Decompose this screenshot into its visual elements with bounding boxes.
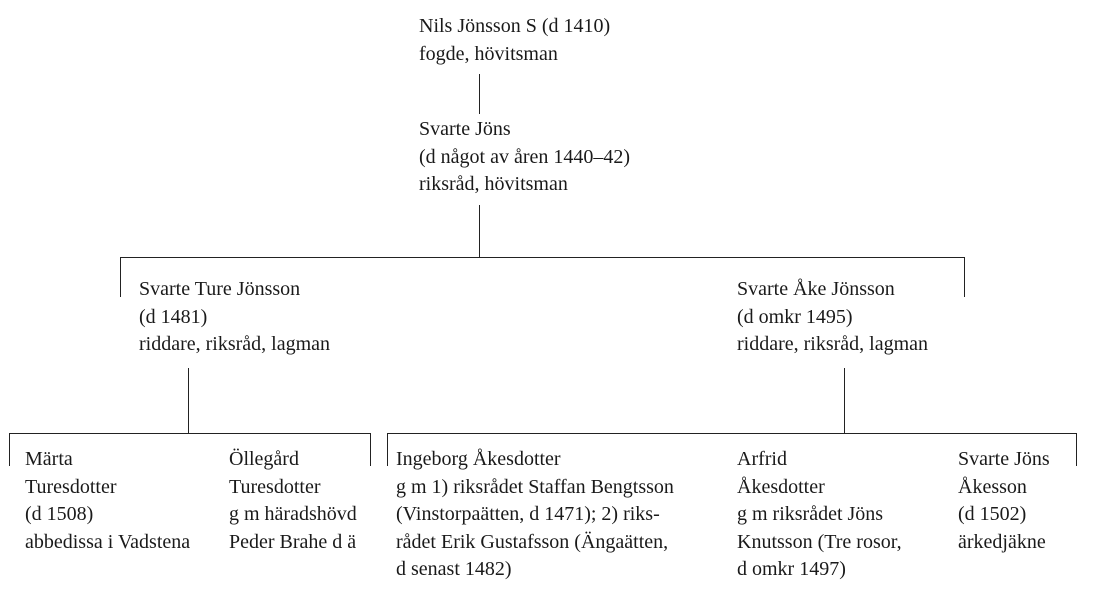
node-line: g m riksrådet Jöns [737, 503, 884, 525]
node-marta-turesdotter [25, 446, 190, 556]
node-line: Svarte Jöns [419, 118, 511, 140]
node-line: (d något av åren 1440–42) [419, 145, 631, 168]
node-line: Nils Jönsson S (d 1410) [419, 15, 611, 37]
node-line: (d 1481) [139, 305, 208, 328]
node-ollegard-turesdotter [229, 446, 357, 556]
node-line: d omkr 1497) [737, 558, 846, 580]
node-svarte-ake-jonsson [737, 276, 928, 359]
node-line: g m häradshövd [229, 503, 357, 525]
node-line: Turesdotter [229, 475, 321, 498]
connector-gen3-bar [120, 257, 965, 258]
node-line: Öllegård [229, 448, 299, 470]
node-line: Knutsson (Tre rosor, [737, 530, 902, 553]
node-line: (d 1502) [958, 503, 1027, 525]
node-arfrid-akesdotter [737, 446, 902, 584]
node-line: Svarte Jöns [958, 448, 1050, 470]
node-line: Turesdotter [25, 475, 117, 498]
connector-ake-children-bar [387, 433, 1077, 434]
connector-ake-down [844, 368, 845, 433]
node-line: Svarte Ture Jönsson [139, 278, 301, 300]
node-line: ärkedjäkne [958, 530, 1046, 553]
node-svarte-jons-akesson [958, 446, 1050, 556]
node-line: riddare, riksråd, lagman [139, 333, 331, 355]
node-line: riddare, riksråd, lagman [737, 333, 929, 355]
node-line: Svarte Åke Jönsson [737, 278, 895, 300]
node-line: Åkesson [958, 475, 1027, 498]
node-line: (d 1508) [25, 503, 94, 525]
node-line: abbedissa i Vadstena [25, 530, 191, 553]
connector-to-marta [9, 433, 10, 466]
connector-to-ollegard [370, 433, 371, 466]
node-line: riksråd, hövitsman [419, 173, 568, 195]
node-line: rådet Erik Gustafsson (Ängaätten, [396, 530, 669, 553]
node-svarte-jons [419, 116, 630, 199]
node-line: Ingeborg Åkesdotter [396, 448, 561, 470]
connector-to-svartejons2 [1076, 433, 1077, 466]
node-line: Peder Brahe d ä [229, 530, 357, 553]
node-nils-jonsson [419, 13, 610, 68]
connector-ture-children-bar [9, 433, 371, 434]
connector-to-ake [964, 257, 965, 297]
node-line: (Vinstorpaätten, d 1471); 2) riks- [396, 503, 660, 525]
node-ingeborg-akesdotter [396, 446, 674, 584]
node-line: Arfrid [737, 448, 787, 470]
connector-ture-down [188, 368, 189, 433]
node-line: Åkesdotter [737, 475, 825, 498]
node-line: d senast 1482) [396, 558, 512, 580]
connector-to-ingeborg [387, 433, 388, 466]
node-line: g m 1) riksrådet Staffan Bengtsson [396, 475, 674, 498]
connector-nils-jons [479, 74, 480, 114]
node-line: Märta [25, 448, 73, 470]
connector-to-ture [120, 257, 121, 297]
node-line: fogde, hövitsman [419, 42, 558, 65]
node-line: (d omkr 1495) [737, 305, 853, 328]
node-svarte-ture-jonsson [139, 276, 330, 359]
connector-jons-down [479, 205, 480, 257]
